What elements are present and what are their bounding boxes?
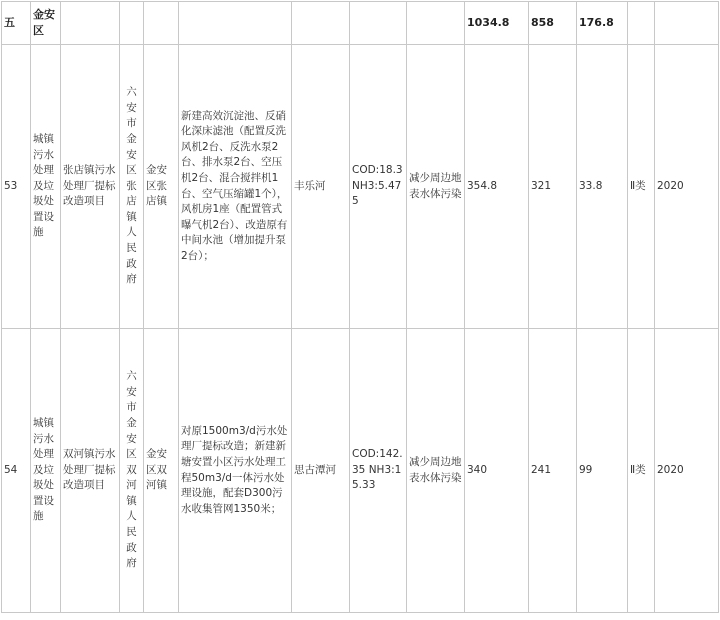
section-district: 金安区 [31,2,61,45]
project-category: 城镇污水处理及垃圾处置设施 [31,329,61,613]
section-local-funds: 176.8 [577,2,628,45]
project-name: 双河镇污水处理厂提标改造项目 [61,329,120,613]
empty-cell [350,2,407,45]
table-row [2,45,719,329]
completion-year: 2020 [655,329,719,613]
project-location: 金安区张店镇 [144,45,179,329]
empty-cell [179,2,292,45]
project-table [1,1,719,613]
row-number: 54 [2,329,31,613]
construction-content: 对原1500m3/d污水处理厂提标改造；新建新塘安置小区污水处理工程50m3/d一体污水处理设施，配套D300污水收集管网1350米； [179,329,292,613]
total-investment: 354.8 [465,45,529,329]
empty-cell [61,2,120,45]
section-central-funds: 858 [529,2,577,45]
section-number: 五 [2,2,31,45]
central-funds: 241 [529,329,577,613]
construction-content: 新建高效沉淀池、反硝化深床滤池（配置反洗风机2台、反洗水泵2台、排水泵2台、空压机2台、混合搅拌机1台、空气压缩罐1个），风机房1座（配置管式曝气机2台）、改造原有中间水池（增加提升泵2台）； [179,45,292,329]
section-total-investment: 1034.8 [465,2,529,45]
empty-cell [120,2,144,45]
receiving-river: 丰乐河 [292,45,350,329]
water-quality-grade: Ⅱ类 [628,329,655,613]
project-location: 金安区双河镇 [144,329,179,613]
pollutant-reduction: COD:18.3 NH3:5.475 [350,45,407,329]
water-quality-grade: Ⅱ类 [628,45,655,329]
implementing-unit: 六安市金安区张店镇人民政府 [120,45,144,329]
expected-goal: 减少周边地表水体污染 [407,329,465,613]
local-funds: 99 [577,329,628,613]
expected-goal: 减少周边地表水体污染 [407,45,465,329]
section-row [2,2,719,45]
total-investment: 340 [465,329,529,613]
project-name: 张店镇污水处理厂提标改造项目 [61,45,120,329]
receiving-river: 思古潭河 [292,329,350,613]
empty-cell [628,2,655,45]
empty-cell [655,2,719,45]
table-row [2,329,719,613]
empty-cell [407,2,465,45]
project-category: 城镇污水处理及垃圾处置设施 [31,45,61,329]
row-number: 53 [2,45,31,329]
empty-cell [144,2,179,45]
local-funds: 33.8 [577,45,628,329]
pollutant-reduction: COD:142.35 NH3:15.33 [350,329,407,613]
implementing-unit: 六安市金安区双河镇人民政府 [120,329,144,613]
empty-cell [292,2,350,45]
completion-year: 2020 [655,45,719,329]
central-funds: 321 [529,45,577,329]
